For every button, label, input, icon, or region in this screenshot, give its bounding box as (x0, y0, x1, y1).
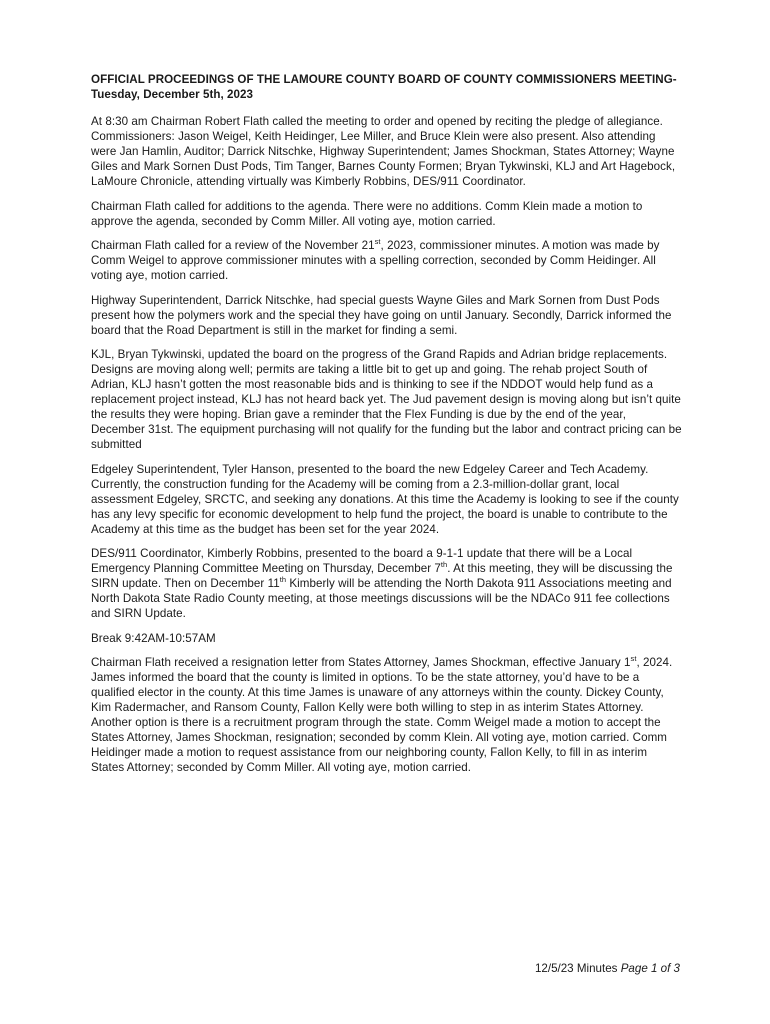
document-body (91, 72, 683, 785)
paragraph-klj: KJL, Bryan Tykwinski, updated the board on the progress of the Grand Rapids and Adrian bridge replacements. Designs are moving along well; permits are taking a little bit to get up and going. The rehab project South of Adrian, KLJ hasn’t gotten the most reasonable bids and is thinking to see if the NDDOT would help fund as a replacement project instead, KLJ has not heard back yet. The Jud pavement design is moving along but isn’t quite the results they were hoping. Brian gave a reminder that the Flex Funding is due by the end of the year, December 31st. The equipment purchasing will not qualify for the funding but the labor and contract pricing can be submitted (91, 348, 682, 451)
des-text-3: Kimberly will be attending the North Dakota 911 Associations meeting and North Dakota State Radio County meeting, at those meetings discussions will be the NDACo 911 fee collections and SIRN Update. (91, 577, 672, 620)
resignation-text-1: Chairman Flath received a resignation letter from States Attorney, James Shockman, effective January 1 (91, 656, 631, 669)
des-superscript-2: th (279, 575, 287, 585)
paragraph-resignation (91, 655, 683, 775)
paragraph-edgeley: Edgeley Superintendent, Tyler Hanson, presented to the board the new Edgeley Career and Tech Academy. Currently, the construction funding for the Academy will be coming from a 2.3-million-dollar grant, local assessment Edgeley, SRCTC, and seeking any donations. At this time the Academy is looking to see if the county has any levy specific for economic development to help fund the project, the board is unable to contribute to the Academy at this time as the budget has been set for the year 2024. (91, 462, 679, 536)
paragraph-highway: Highway Superintendent, Darrick Nitschke, had special guests Wayne Giles and Mark Sornen from Dust Pods present how the polymers work and the special they have going on until January. Secondly, Darrick informed the board that the Road Department is still in the market for finding a semi. (91, 293, 672, 337)
des-superscript-1: th (440, 560, 448, 570)
footer-page-label: Page 1 of 3 (620, 962, 680, 975)
minutes-text-before: Chairman Flath called for a review of the November 21 (91, 239, 375, 252)
paragraph-call-to-order: At 8:30 am Chairman Robert Flath called the meeting to order and opened by reciting the pledge of allegiance. Commissioners: Jason Weigel, Keith Heidinger, Lee Miller, and Bruce Klein were also present. Also attending were Jan Hamlin, Auditor; Darrick Nitschke, Highway Superintendent; James Shockman, States Attorney; Wayne Giles and Mark Sornen Dust Pods, Tim Tanger, Barnes County Formen; Bryan Tykwinski, KLJ and Art Hagebock, LaMoure Chronicle, attending virtually was Kimberly Robbins, DES/911 Coordinator. (91, 115, 676, 188)
paragraph-des-911 (91, 546, 683, 621)
paragraph-minutes-review (91, 238, 683, 283)
des-text-1: DES/911 Coordinator, Kimberly Robbins, presented to the board a 9-1-1 update that there will be a Local Emergency Planning Committee Meeting on Thursday, December 7 (91, 547, 633, 575)
des-text-2: . At this meeting, they will be discussing the SIRN update. Then on December 11 (91, 562, 673, 590)
paragraph-break: Break 9:42AM-10:57AM (91, 631, 216, 645)
paragraph-agenda: Chairman Flath called for additions to the agenda. There were no additions. Comm Klein made a motion to approve the agenda, seconded by Comm Miller. All voting aye, motion carried. (91, 199, 643, 228)
page-footer (535, 961, 680, 976)
document-title: OFFICIAL PROCEEDINGS OF THE LAMOURE COUNTY BOARD OF COUNTY COMMISSIONERS MEETING-Tuesday, December 5th, 2023 (91, 73, 677, 101)
resignation-text-2: , 2024. James informed the board that the county is limited in options. To be the state attorney, you’d have to be a qualified elector in the county. At this time James is unaware of any attorneys within the county. Dickey County, Kim Radermacher, and Ransom County, Fallon Kelly were both willing to step in as interim States Attorney. Another option is there is a recruitment program through the state. Comm Weigel made a motion to accept the States Attorney, James Shockman, resignation; seconded by comm Klein. All voting aye, motion carried. Comm Heidinger made a motion to request assistance from our neighboring county, Fallon Kelly, to fill in as interim States Attorney; seconded by Comm Miller. All voting aye, motion carried. (91, 656, 673, 774)
minutes-text-after: , 2023, commissioner minutes. A motion was made by Comm Weigel to approve commissioner minutes with a spelling correction, seconded by Comm Heidinger. All voting aye, motion carried. (91, 239, 660, 282)
footer-date-label: 12/5/23 Minutes (534, 962, 618, 975)
minutes-superscript: st (374, 237, 381, 247)
resignation-superscript: st (630, 654, 637, 664)
